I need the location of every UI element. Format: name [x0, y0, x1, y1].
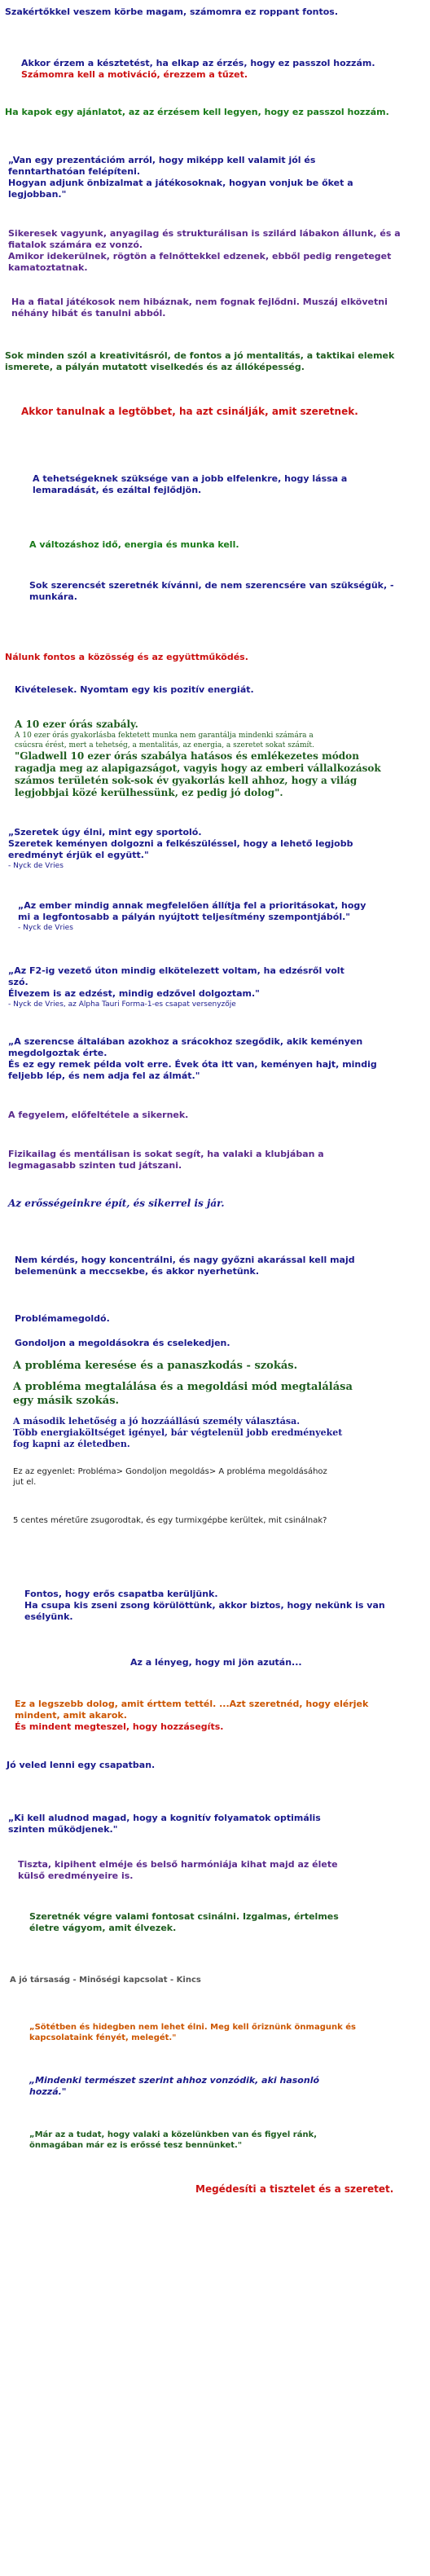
text-line: Megédesíti a tisztelet és a szeretet.	[195, 2183, 394, 2195]
quote-block	[0, 965, 430, 1009]
text-line: Fontos, hogy erős csapatba kerüljünk.	[24, 1589, 218, 1599]
text-line: És mindent megteszel, hogy hozzásegíts.	[15, 1721, 224, 1732]
text-line: mindent, amit akarok.	[15, 1710, 127, 1721]
text-line: szó.	[8, 977, 29, 987]
text-line: Nálunk fontos a közösség és az együttműködés.	[5, 652, 248, 662]
text-block	[0, 1911, 430, 1934]
text-line: „Az ember mindig annak megfelelően állítja fel a prioritásokat, hogy	[18, 900, 366, 911]
text-line: „Szeretek úgy élni, mint egy sportoló.	[8, 827, 202, 837]
text-line: A tehetségeknek szüksége van a jobb elfelenkre, hogy lássa a	[33, 473, 348, 484]
text-block	[0, 1975, 430, 1985]
text-line: 5 centes méretűre zsugorodtak, és egy turmixgépbe kerültek, mit csinálnak?	[13, 1516, 327, 1525]
text-block	[0, 107, 430, 118]
text-block	[0, 539, 430, 551]
text-block	[0, 1515, 430, 1526]
text-block	[0, 1313, 430, 1325]
text-line: A probléma keresése és a panaszkodás - szokás.	[13, 1360, 298, 1372]
text-line: néhány hibát és tanulni abból.	[11, 308, 166, 319]
text-block	[0, 1380, 430, 1408]
text-line: A 10 ezer órás gyakorlásba fektetett munka nem garantálja mindenki számára a	[15, 732, 314, 740]
text-line: ragadja meg az alapigazságot, vagyis hogy az emberi vállalkozások	[15, 763, 381, 774]
text-line: „Sötétben és hidegben nem lehet élni. Meg kell őriznünk önmagunk és	[29, 2023, 356, 2032]
text-line: A fegyelem, előfeltétele a sikernek.	[8, 1110, 189, 1120]
quote-block	[0, 900, 430, 933]
text-line: életre vágyom, amit élvezek.	[29, 1923, 177, 1933]
text-line: Ez a legszebb dolog, amit érttem tettél. ...Azt szeretnéd, hogy elérjek	[15, 1699, 369, 1709]
text-block	[0, 1416, 430, 1450]
text-block	[0, 684, 430, 696]
text-block	[0, 297, 430, 319]
text-line: Ha a fiatal játékosok nem hibáznak, nem fognak fejlődni. Muszáj elkövetni	[11, 297, 388, 307]
text-line: fiatalok számára ez vonzó.	[8, 240, 143, 250]
text-block	[0, 1338, 430, 1349]
text-line: Az erősségeinkre épít, és sikerrel is jár.	[8, 1198, 225, 1209]
text-block	[0, 1859, 430, 1882]
text-line: külső eredményeire is.	[18, 1870, 134, 1881]
text-line: Szeretek keményen dolgozni a felkészüléssel, hogy a lehető legjobb	[8, 838, 353, 849]
text-block	[0, 652, 430, 663]
text-block	[0, 7, 430, 18]
quote-block	[0, 827, 430, 871]
text-line: Sok szerencsét szeretnék kívánni, de nem szerencsére van szükségük, -	[29, 580, 394, 591]
text-line: Gondoljon a megoldásokra és cselekedjen.	[15, 1338, 230, 1348]
quote-block	[0, 2022, 430, 2043]
text-line: Több energiaköltséget igényel, bár végtelenül jobb eredményeket	[13, 1427, 343, 1438]
text-line: „Van egy prezentációm arról, hogy miképp kell valamit jól és	[8, 155, 316, 165]
text-line: Akkor érzem a késztetést, ha elkap az érzés, hogy ez passzol hozzám.	[21, 58, 375, 68]
text-block	[0, 1198, 430, 1210]
text-block	[0, 1255, 430, 1277]
text-line: Ez az egyenlet: Probléma> Gondoljon megoldás> A probléma megoldásához	[13, 1467, 327, 1476]
text-line: csúcsra érést, mert a tehetség, a mentalitás, az energia, a szeretet sokat számít.	[15, 741, 314, 750]
text-line: Fizikailag és mentálisan is sokat segít, ha valaki a klubjában a	[8, 1149, 324, 1159]
text-block	[0, 473, 430, 496]
text-line: munkára.	[29, 591, 77, 602]
text-line: kamatoztatnak.	[8, 262, 88, 273]
text-line: Amikor idekerülnek, rögtön a felnőttekkel edzenek, ebből pedig rengeteget	[8, 251, 392, 262]
text-line: Élvezem is az edzést, mindig edzővel dolgoztam."	[8, 988, 260, 999]
text-line: A probléma megtalálása és a megoldási mód megtalálása	[13, 1381, 353, 1393]
text-line: „A szerencse általában azokhoz a srácokhoz szegődik, akik keményen	[8, 1036, 363, 1047]
text-line: Jó veled lenni egy csapatban.	[7, 1760, 156, 1770]
text-line: szinten működjenek."	[8, 1824, 118, 1835]
text-block	[0, 1466, 430, 1488]
quote-author: - Nyck de Vries	[18, 924, 73, 932]
text-block	[0, 2183, 430, 2196]
quote-block	[0, 2130, 430, 2151]
text-line: kapcsolataink fényét, melegét."	[29, 2033, 177, 2042]
quote-block	[0, 1036, 430, 1082]
text-line: belemenünk a meccsekbe, és akkor nyerhetünk.	[15, 1266, 260, 1277]
text-line: Szakértőkkel veszem körbe magam, számomra ez roppant fontos.	[5, 7, 339, 17]
text-line: mi a legfontosabb a pályán nyújtott teljesítmény szempontjából."	[18, 912, 351, 922]
text-line: A második lehetőség a jó hozzáállású személy választása.	[13, 1416, 301, 1426]
text-block	[0, 719, 430, 799]
text-line: Számomra kell a motiváció, érezzem a tűzet.	[21, 69, 248, 80]
text-block	[0, 1657, 430, 1668]
text-block	[0, 1760, 430, 1771]
text-block	[0, 1359, 430, 1373]
quote-author: - Nyck de Vries, az Alpha Tauri Forma-1-es csapat versenyzője	[8, 1000, 236, 1009]
text-line: „Ki kell aludnod magad, hogy a kognitív folyamatok optimális	[8, 1813, 321, 1823]
text-line: legjobban."	[8, 189, 67, 200]
text-line: lemaradását, és ezáltal fejlődjön.	[33, 485, 202, 495]
text-line: önmagában már ez is erőssé tesz bennünket."	[29, 2141, 243, 2150]
text-line: „Az F2-ig vezető úton mindig elkötelezett voltam, ha edzésről volt	[8, 965, 344, 976]
text-line: „Már az a tudat, hogy valaki a közelünkben van és figyel ránk,	[29, 2130, 318, 2139]
text-line: legmagasabb szinten tud játszani.	[8, 1160, 182, 1171]
text-line: Akkor tanulnak a legtöbbet, ha azt csinálják, amit szeretnek.	[21, 406, 358, 417]
text-line: A jó társaság - Minőségi kapcsolat - Kincs	[10, 1976, 201, 1985]
text-line: "Gladwell 10 ezer órás szabálya hatásos és emlékezetes módon	[15, 750, 359, 762]
text-block	[0, 580, 430, 603]
text-block	[0, 1110, 430, 1121]
text-block	[0, 1699, 430, 1733]
text-line: Az a lényeg, hogy mi jön azután...	[130, 1657, 302, 1668]
text-line: esélyünk.	[24, 1611, 73, 1622]
text-line: Sikeresek vagyunk, anyagilag és strukturálisan is szilárd lábakon állunk, és a	[8, 228, 401, 239]
text-line: ismerete, a pályán mutatott viselkedés és az állóképesség.	[5, 362, 305, 372]
text-line: A 10 ezer órás szabály.	[15, 719, 138, 730]
text-line: A változáshoz idő, energia és munka kell.	[29, 539, 239, 550]
text-line: jut el.	[13, 1478, 37, 1487]
text-line: Ha kapok egy ajánlatot, az az érzésem kell legyen, hogy ez passzol hozzám.	[5, 107, 389, 117]
text-line: legjobbjai közé kerülhessünk, ez pedig jó dolog".	[15, 787, 283, 798]
text-line: Problémamegoldó.	[15, 1313, 110, 1324]
text-line: Ha csupa kis zseni zsong körülöttünk, akkor biztos, hogy nekünk is van	[24, 1600, 385, 1611]
text-line: hozzá."	[29, 2086, 67, 2097]
text-line: Szeretnék végre valami fontosat csinálni. Izgalmas, értelmes	[29, 1911, 339, 1922]
text-block	[0, 228, 430, 274]
text-line: Sok minden szól a kreativitásról, de fontos a jó mentalitás, a taktikai elemek	[5, 350, 395, 361]
text-line: Kivételesek. Nyomtam egy kis pozitív energiát.	[15, 684, 254, 695]
text-block	[0, 1589, 430, 1623]
text-line: egy másik szokás.	[13, 1395, 120, 1407]
text-line: fenntarthatóan felépíteni.	[8, 166, 141, 177]
text-line: És ez egy remek példa volt erre. Évek óta itt van, keményen hajt, mindig	[8, 1059, 377, 1070]
text-line: fog kapni az életedben.	[13, 1439, 130, 1449]
text-line: számos területén sok-sok év gyakorlás kell ahhoz, hogy a világ	[15, 775, 358, 786]
quote-author: - Nyck de Vries	[8, 862, 64, 870]
text-line: Nem kérdés, hogy koncentrálni, és nagy győzni akarással kell majd	[15, 1255, 355, 1265]
text-line: „Mindenki természet szerint ahhoz vonzódik, aki hasonló	[29, 2075, 320, 2086]
text-line: megdolgoztak érte.	[8, 1048, 108, 1058]
text-block	[0, 58, 430, 81]
text-line: Hogyan adjunk önbizalmat a játékosoknak, hogyan vonjuk be őket a	[8, 178, 353, 188]
text-line: Tiszta, kipihent elméje és belső harmóniája kihat majd az élete	[18, 1859, 338, 1870]
text-block	[0, 406, 430, 418]
text-block	[0, 350, 430, 373]
quote-block	[0, 155, 430, 200]
quote-block	[0, 2075, 430, 2098]
text-line: feljebb lép, és nem adja fel az álmát."	[8, 1070, 200, 1081]
text-line: eredményt érjük el együtt."	[8, 850, 149, 860]
quote-block	[0, 1813, 430, 1835]
text-block	[0, 1149, 430, 1172]
